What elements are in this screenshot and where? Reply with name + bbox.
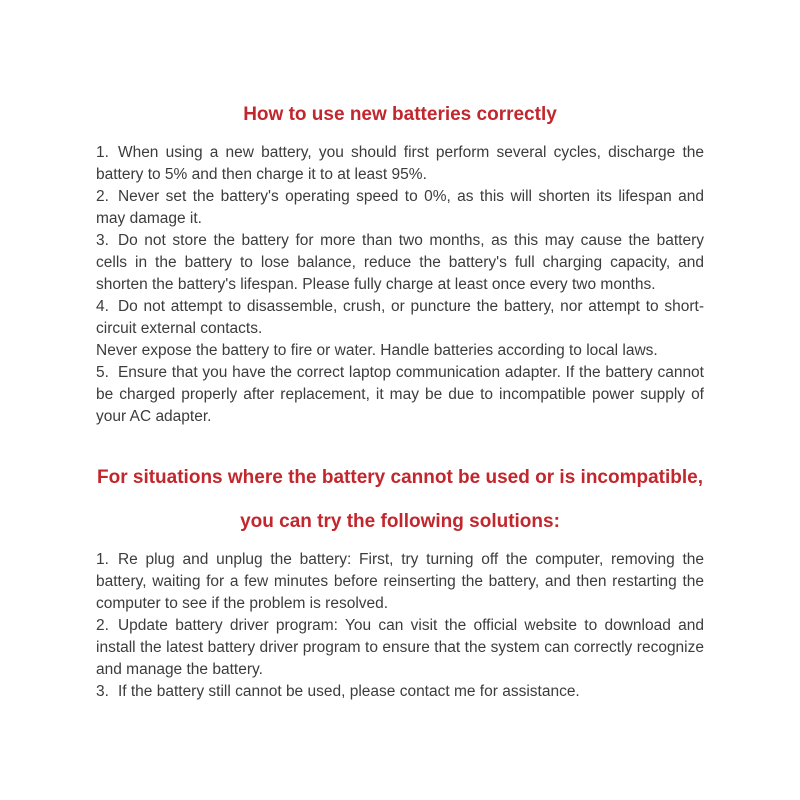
instruction-paragraph-4 (96, 296, 704, 340)
instruction-paragraph-5 (96, 340, 704, 362)
instruction-paragraph-2 (96, 186, 704, 230)
item-number: 3. (96, 232, 109, 249)
item-text: When using a new battery, you should first perform several cycles, discharge the battery to 5% and then charge it to at least 95%. (96, 144, 704, 183)
section2-body (96, 549, 704, 703)
battery-instructions-document (96, 0, 704, 703)
instruction-paragraph-3 (96, 230, 704, 296)
item-number: 1. (96, 144, 109, 161)
section2-title-line1: For situations where the battery cannot be used or is incompatible, (97, 467, 703, 488)
item-text: Never expose the battery to fire or water. Handle batteries according to local laws. (96, 342, 658, 359)
instruction-paragraph-6 (96, 362, 704, 428)
instruction-paragraph-1 (96, 142, 704, 186)
item-number: 3. (96, 683, 109, 700)
item-text: Re plug and unplug the battery: First, try turning off the computer, removing the battery, waiting for a few minutes before reinserting the battery, and then restarting the computer to see if the problem is resolved. (96, 551, 704, 612)
solution-paragraph-1 (96, 549, 704, 615)
section1-body (96, 142, 704, 428)
solution-paragraph-3 (96, 681, 704, 703)
item-number: 1. (96, 551, 109, 568)
section1-title: How to use new batteries correctly (243, 104, 557, 125)
item-text: Do not attempt to disassemble, crush, or puncture the battery, nor attempt to short-circuit external contacts. (96, 298, 704, 337)
solution-paragraph-2 (96, 615, 704, 681)
item-number: 2. (96, 617, 109, 634)
item-text: If the battery still cannot be used, please contact me for assistance. (117, 683, 580, 700)
section2-title-line2: you can try the following solutions: (240, 511, 560, 532)
item-text: Update battery driver program: You can visit the official website to download and install the latest battery driver program to ensure that the system can correctly recognize and manage the battery. (96, 617, 704, 678)
item-text: Never set the battery's operating speed to 0%, as this will shorten its lifespan and may damage it. (96, 188, 704, 227)
item-text: Do not store the battery for more than two months, as this may cause the battery cells in the battery to lose balance, reduce the battery's full charging capacity, and shorten the battery's lifespan. Please fully charge at least once every two months. (96, 232, 704, 293)
item-number: 2. (96, 188, 109, 205)
item-number: 5. (96, 364, 109, 381)
item-text: Ensure that you have the correct laptop communication adapter. If the battery cannot be charged properly after replacement, it may be due to incompatible power supply of your AC adapter. (96, 364, 704, 425)
item-number: 4. (96, 298, 109, 315)
